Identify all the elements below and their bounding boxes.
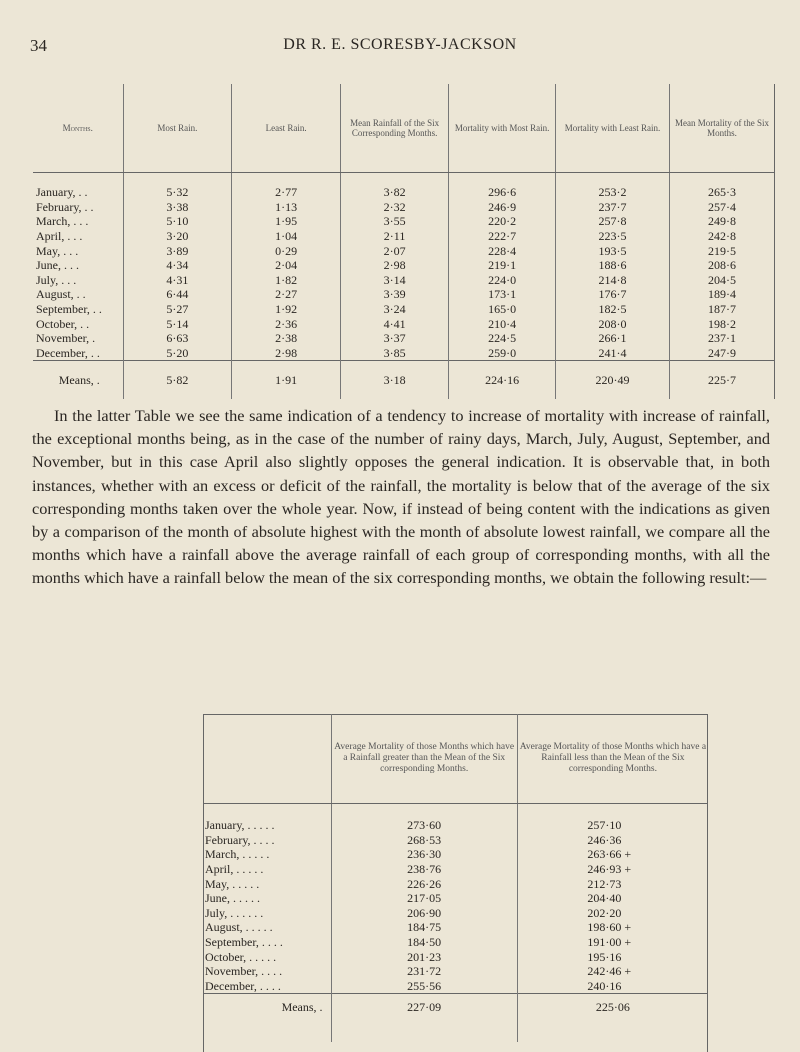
page-number: 34	[30, 36, 47, 55]
t1-cell-mortality-most: 224·5	[449, 331, 556, 346]
plus-mark: +	[624, 964, 632, 979]
t1-cell-mortality-most: 165·0	[449, 302, 556, 317]
t1-cell-mean-mortality: 247·9	[669, 346, 774, 361]
t1-cell-mortality-least: 176·7	[556, 287, 670, 302]
t1-cell-mean-mortality: 237·1	[669, 331, 774, 346]
t1-cell-least-rain: 2·27	[232, 287, 341, 302]
t1-cell-mortality-least: 223·5	[556, 229, 670, 244]
t1-cell-mortality-least: 241·4	[556, 346, 670, 361]
t2-below-value: 242·46	[587, 964, 622, 979]
t1-cell-mean-rainfall: 3·37	[340, 331, 448, 346]
plus-mark: +	[624, 935, 632, 950]
t2-means-above-mean: 227·09	[331, 994, 517, 1043]
t2-below-value: 195·16	[587, 949, 622, 964]
table-row	[33, 346, 775, 361]
t1-col-mean-mortality: Mean Mortality of the Six Months.	[669, 84, 774, 173]
table-row	[33, 287, 775, 302]
t1-col-months: Months.	[33, 84, 123, 173]
t1-col-most-rain: Most Rain.	[123, 84, 232, 173]
table-row	[33, 200, 775, 215]
means-row	[203, 994, 708, 1043]
average-mortality-table	[203, 714, 708, 1042]
t1-cell-mean-rainfall: 4·41	[340, 316, 448, 331]
table-row	[203, 804, 708, 833]
t2-cell-above-mean: 226·26	[331, 876, 517, 891]
t1-cell-most-rain: 5·32	[123, 173, 232, 200]
table-row	[203, 949, 708, 964]
t1-cell-mortality-least: 266·1	[556, 331, 670, 346]
table-row	[33, 258, 775, 273]
t1-cell-least-rain: 1·95	[232, 214, 341, 229]
t1-cell-mean-rainfall: 3·24	[340, 302, 448, 317]
table-row	[33, 173, 775, 200]
plus-mark: +	[624, 920, 632, 935]
t1-cell-mean-rainfall: 3·14	[340, 273, 448, 288]
t2-below-value: 257·10	[587, 818, 622, 833]
t2-below-value: 263·66	[587, 847, 622, 862]
t2-below-value: 246·36	[587, 832, 622, 847]
table-row	[203, 964, 708, 979]
t1-cell-mortality-most: 173·1	[449, 287, 556, 302]
t1-cell-mean-rainfall: 2·32	[340, 200, 448, 215]
rainfall-mortality-table	[33, 84, 775, 399]
t1-cell-mean-mortality: 187·7	[669, 302, 774, 317]
table-row	[33, 316, 775, 331]
t1-cell-mortality-least: 253·2	[556, 173, 670, 200]
t1-cell-month: August, . .	[33, 287, 123, 302]
t1-cell-mean-mortality: 249·8	[669, 214, 774, 229]
t2-cell-month: April, . . . . .	[205, 862, 264, 877]
t1-cell-least-rain: 2·36	[232, 316, 341, 331]
t2-cell-month: December, . . . .	[205, 978, 281, 993]
t2-cell-below-mean	[517, 935, 708, 950]
t1-cell-mortality-most: 222·7	[449, 229, 556, 244]
t2-cell-above-mean: 238·76	[331, 862, 517, 877]
t2-below-value: 246·93	[587, 862, 622, 877]
t1-cell-mortality-least: 257·8	[556, 214, 670, 229]
t1-cell-most-rain: 5·10	[123, 214, 232, 229]
t2-col-month	[203, 714, 331, 804]
t1-cell-mean-rainfall: 3·82	[340, 173, 448, 200]
t1-means-mortality-most: 224·16	[449, 361, 556, 400]
t1-cell-mortality-least: 237·7	[556, 200, 670, 215]
t1-col-mean-rainfall: Mean Rainfall of the Six Corresponding Months.	[340, 84, 448, 173]
t2-cell-above-mean: 273·60	[331, 804, 517, 833]
t2-cell-month: June, . . . . .	[205, 891, 260, 906]
t1-cell-least-rain: 0·29	[232, 243, 341, 258]
t1-cell-mean-mortality: 204·5	[669, 273, 774, 288]
means-row	[33, 361, 775, 400]
t2-cell-below-mean	[517, 833, 708, 848]
t2-below-value: 198·60	[587, 920, 622, 935]
t2-cell-month: May, . . . . .	[205, 876, 260, 891]
t1-cell-mortality-least: 214·8	[556, 273, 670, 288]
t1-cell-mean-rainfall: 3·85	[340, 346, 448, 361]
table-row	[203, 847, 708, 862]
t1-cell-mortality-least: 182·5	[556, 302, 670, 317]
t1-col-mortality-least: Mortality with Least Rain.	[556, 84, 670, 173]
t2-cell-below-mean	[517, 847, 708, 862]
t2-cell-month: January, . . . . .	[205, 818, 275, 833]
t1-cell-month: October, . .	[33, 316, 123, 331]
t1-cell-mortality-least: 193·5	[556, 243, 670, 258]
t1-cell-least-rain: 2·04	[232, 258, 341, 273]
t1-cell-month: May, . . .	[33, 243, 123, 258]
t2-cell-above-mean: 236·30	[331, 847, 517, 862]
t1-cell-mean-mortality: 198·2	[669, 316, 774, 331]
t1-cell-least-rain: 2·77	[232, 173, 341, 200]
running-head: DR R. E. SCORESBY-JACKSON	[283, 36, 517, 53]
table1-header-row	[33, 84, 775, 173]
t2-cell-month: July, . . . . . .	[205, 905, 264, 920]
t1-cell-mean-mortality: 208·6	[669, 258, 774, 273]
t2-cell-below-mean	[517, 949, 708, 964]
t2-cell-above-mean: 184·75	[331, 920, 517, 935]
t1-cell-least-rain: 1·92	[232, 302, 341, 317]
t1-cell-month: February, . .	[33, 200, 123, 215]
table-row	[203, 920, 708, 935]
t1-cell-mortality-least: 188·6	[556, 258, 670, 273]
t1-cell-mortality-most: 228·4	[449, 243, 556, 258]
t1-cell-most-rain: 4·31	[123, 273, 232, 288]
t1-cell-month: June, . . .	[33, 258, 123, 273]
t1-cell-most-rain: 3·89	[123, 243, 232, 258]
t1-cell-mean-mortality: 265·3	[669, 173, 774, 200]
table-row	[33, 214, 775, 229]
t1-cell-most-rain: 5·27	[123, 302, 232, 317]
t2-means-month: Means, .	[203, 994, 331, 1043]
t2-below-value: 204·40	[587, 891, 622, 906]
t1-cell-mean-mortality: 242·8	[669, 229, 774, 244]
table-row	[33, 273, 775, 288]
t2-cell-month: August, . . . . .	[205, 920, 273, 935]
t2-cell-month: September, . . . .	[205, 935, 283, 950]
table-row	[33, 302, 775, 317]
t1-means-month: Means, .	[33, 361, 123, 400]
t2-cell-below-mean	[517, 876, 708, 891]
t1-cell-mortality-most: 224·0	[449, 273, 556, 288]
table-row	[33, 331, 775, 346]
table-row	[203, 862, 708, 877]
t1-means-mortality-least: 220·49	[556, 361, 670, 400]
t1-cell-least-rain: 1·04	[232, 229, 341, 244]
t1-cell-month: September, . .	[33, 302, 123, 317]
t2-cell-below-mean	[517, 964, 708, 979]
t2-cell-above-mean: 206·90	[331, 906, 517, 921]
t1-cell-mortality-most: 220·2	[449, 214, 556, 229]
t2-col-above-mean: Average Mortality of those Months which have a Rainfall greater than the Mean of the Six corresponding Months.	[331, 714, 517, 804]
t1-cell-mean-mortality: 257·4	[669, 200, 774, 215]
t2-means-below-mean: 225·06	[517, 994, 708, 1043]
table-row	[203, 935, 708, 950]
t1-cell-least-rain: 1·82	[232, 273, 341, 288]
t2-cell-below-mean	[517, 804, 708, 833]
t1-cell-least-rain: 2·98	[232, 346, 341, 361]
t1-means-mean-rainfall: 3·18	[340, 361, 448, 400]
t2-cell-above-mean: 201·23	[331, 949, 517, 964]
t2-cell-below-mean	[517, 920, 708, 935]
t1-cell-least-rain: 1·13	[232, 200, 341, 215]
t1-cell-most-rain: 4·34	[123, 258, 232, 273]
t2-cell-above-mean: 217·05	[331, 891, 517, 906]
table2-header-row	[203, 714, 708, 804]
t2-below-value: 240·16	[587, 978, 622, 993]
t2-cell-above-mean: 255·56	[331, 979, 517, 994]
t1-cell-month: January, . .	[33, 173, 123, 200]
t1-cell-mean-mortality: 219·5	[669, 243, 774, 258]
plus-mark: +	[624, 847, 632, 862]
t1-cell-mortality-least: 208·0	[556, 316, 670, 331]
t2-cell-above-mean: 184·50	[331, 935, 517, 950]
t1-cell-most-rain: 3·38	[123, 200, 232, 215]
t1-means-least-rain: 1·91	[232, 361, 341, 400]
t2-below-value: 191·00	[587, 935, 622, 950]
t1-cell-mean-rainfall: 3·55	[340, 214, 448, 229]
t2-cell-above-mean: 268·53	[331, 833, 517, 848]
t1-cell-month: December, . .	[33, 346, 123, 361]
t1-cell-least-rain: 2·38	[232, 331, 341, 346]
t2-below-value: 202·20	[587, 905, 622, 920]
t2-cell-below-mean	[517, 862, 708, 877]
t1-cell-month: March, . . .	[33, 214, 123, 229]
table-row	[33, 243, 775, 258]
t1-cell-mean-mortality: 189·4	[669, 287, 774, 302]
t1-means-mean-mortality: 225·7	[669, 361, 774, 400]
table-row	[33, 229, 775, 244]
table-row	[203, 833, 708, 848]
table-row	[203, 906, 708, 921]
t1-cell-mortality-most: 259·0	[449, 346, 556, 361]
t1-cell-most-rain: 3·20	[123, 229, 232, 244]
t1-means-most-rain: 5·82	[123, 361, 232, 400]
t2-cell-below-mean	[517, 891, 708, 906]
t1-cell-most-rain: 6·63	[123, 331, 232, 346]
t1-cell-mortality-most: 219·1	[449, 258, 556, 273]
t1-cell-mean-rainfall: 2·07	[340, 243, 448, 258]
t1-cell-mean-rainfall: 2·98	[340, 258, 448, 273]
table-row	[203, 891, 708, 906]
t1-cell-most-rain: 5·20	[123, 346, 232, 361]
plus-mark: +	[624, 862, 632, 877]
t1-cell-mean-rainfall: 3·39	[340, 287, 448, 302]
t2-cell-month: February, . . . .	[205, 832, 275, 847]
t1-cell-most-rain: 5·14	[123, 316, 232, 331]
t1-cell-mean-rainfall: 2·11	[340, 229, 448, 244]
t1-cell-mortality-most: 246·9	[449, 200, 556, 215]
t1-col-least-rain: Least Rain.	[232, 84, 341, 173]
t1-cell-most-rain: 6·44	[123, 287, 232, 302]
t2-cell-below-mean	[517, 906, 708, 921]
body-paragraph: In the latter Table we see the same indication of a tendency to increase of mortality with increase of rainfall, the exceptional months being, as in the case of the number of rainy days, March, July, August, September, and November, but in this case April also slightly opposes the general indication. It is observable that, in both instances, whether with an excess or deficit of the rainfall, the mortality is below that of the average of the six corresponding months taken over the whole year. Now, if instead of being content with the indications as given by a comparison of the month of absolute highest with the month of absolute lowest rainfall, we compare all the months which have a rainfall above the average rainfall of each group of corresponding months, with all the months which have a rainfall below the mean of the six corresponding months, we obtain the following result:—	[32, 406, 770, 588]
t2-cell-month: March, . . . . .	[205, 847, 270, 862]
t1-cell-month: July, . . .	[33, 273, 123, 288]
t1-cell-month: April, . . .	[33, 229, 123, 244]
t1-cell-month: November, .	[33, 331, 123, 346]
t2-cell-month: October, . . . . .	[205, 949, 277, 964]
t2-cell-above-mean: 231·72	[331, 964, 517, 979]
t1-cell-mortality-most: 296·6	[449, 173, 556, 200]
t1-col-mortality-most: Mortality with Most Rain.	[449, 84, 556, 173]
table-row	[203, 979, 708, 994]
t2-cell-below-mean	[517, 979, 708, 994]
table-row	[203, 876, 708, 891]
t2-below-value: 212·73	[587, 876, 622, 891]
t2-col-below-mean: Average Mortality of those Months which have a Rainfall less than the Mean of the Six corresponding Months.	[517, 714, 708, 804]
t1-cell-mortality-most: 210·4	[449, 316, 556, 331]
t2-cell-month: November, . . . .	[205, 964, 283, 979]
